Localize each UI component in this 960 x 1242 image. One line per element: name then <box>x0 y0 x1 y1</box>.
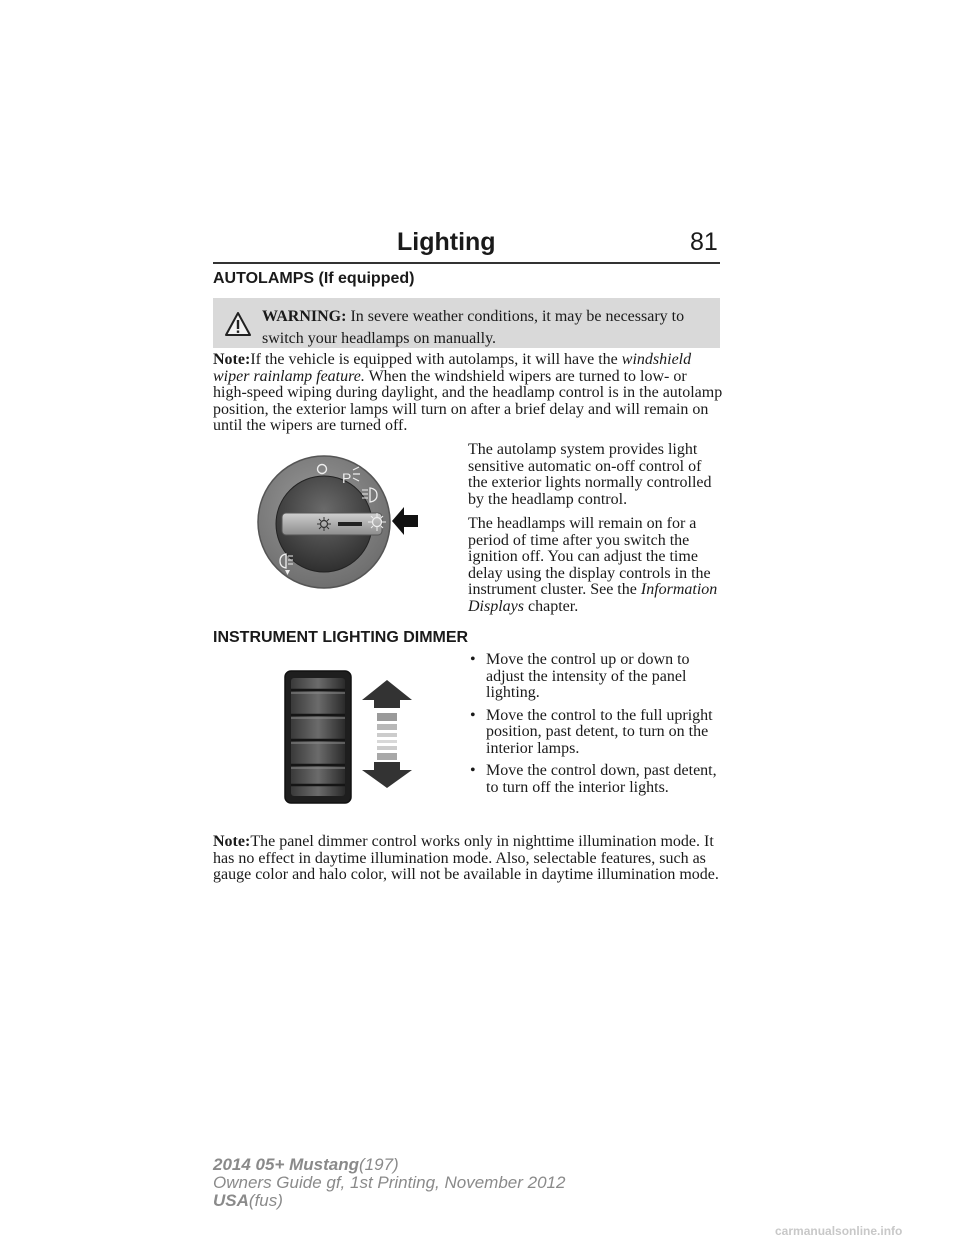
chapter-title: Lighting <box>397 228 496 256</box>
bullet-dot: • <box>470 706 476 724</box>
dimmer-thumbwheel <box>284 670 354 806</box>
warning-triangle-icon <box>225 312 251 336</box>
list-item <box>470 652 725 702</box>
para2-italic: Information Displays <box>468 581 718 615</box>
svg-text:P: P <box>342 470 352 486</box>
warning-body: In severe weather conditions, it may be necessary to switch your headlamps on manually. <box>262 308 685 347</box>
list-item <box>470 708 725 758</box>
pointer-arrow-icon <box>392 505 418 537</box>
footer-code: (197) <box>359 1155 399 1174</box>
note-text-2: When the windshield wipers are turned to low- or high-speed wiping during daylight, and the headlamp control is in the autolamp position, the exterior lamps will turn on after a brief delay and will remain on until the wipers are turned off. <box>213 367 723 434</box>
header-divider <box>213 262 720 264</box>
bullet-text: Move the control down, past detent, to turn off the interior lights. <box>486 762 717 796</box>
bullet-dot: • <box>470 762 476 779</box>
watermark: carmanualsonline.info <box>775 1224 903 1238</box>
dimmer-heading: INSTRUMENT LIGHTING DIMMER <box>213 629 469 646</box>
note-text-1: If the vehicle is equipped with autolamps, it will have the <box>250 351 618 368</box>
bullet-dot: • <box>470 651 476 668</box>
warning-text <box>262 306 717 350</box>
bullet-text: Move the control up or down to adjust the intensity of the panel lighting. <box>486 651 690 701</box>
footer-line-1 <box>213 1156 565 1174</box>
footer-region: USA <box>213 1191 249 1210</box>
autolamps-paragraph-1: The autolamp system provides light sensitive automatic on-off control of the exterior lights normally controlled by the headlamp control. <box>468 441 712 508</box>
up-down-arrow-icon <box>360 678 414 790</box>
dimmer-note <box>213 834 723 884</box>
document-footer <box>213 1156 565 1210</box>
list-item <box>470 763 725 796</box>
page-number: 81 <box>690 228 718 256</box>
footer-line-2: Owners Guide gf, 1st Printing, November 2012 <box>213 1173 566 1192</box>
note-text: The panel dimmer control works only in nighttime illumination mode. It has no effect in daytime illumination mode. Also, selectable features, such as gauge color and halo color, will not be available in daytime illumination mode. <box>213 833 719 883</box>
para2-text: The headlamps will remain on for a period of time after you switch the ignition off. You can adjust the time delay using the display controls in the instrument cluster. See the <box>468 515 711 598</box>
warning-label: WARNING: <box>262 308 347 325</box>
autolamps-note <box>213 352 723 435</box>
bullet-text: Move the control to the full upright position, past detent, to turn on the interior lamps. <box>486 706 713 757</box>
footer-line-3 <box>213 1192 565 1210</box>
note-italic: windshield wiper rainlamp feature. <box>213 351 692 385</box>
autolamps-heading: AUTOLAMPS (If equipped) <box>213 270 415 287</box>
note-label: Note: <box>213 833 251 850</box>
para2-end: chapter. <box>528 597 579 615</box>
autolamps-paragraph-2 <box>468 516 723 615</box>
footer-region-code: (fus) <box>248 1191 283 1210</box>
footer-model: 2014 05+ Mustang <box>213 1155 359 1174</box>
note-label: Note: <box>213 351 251 368</box>
dimmer-bullet-list <box>470 652 725 802</box>
